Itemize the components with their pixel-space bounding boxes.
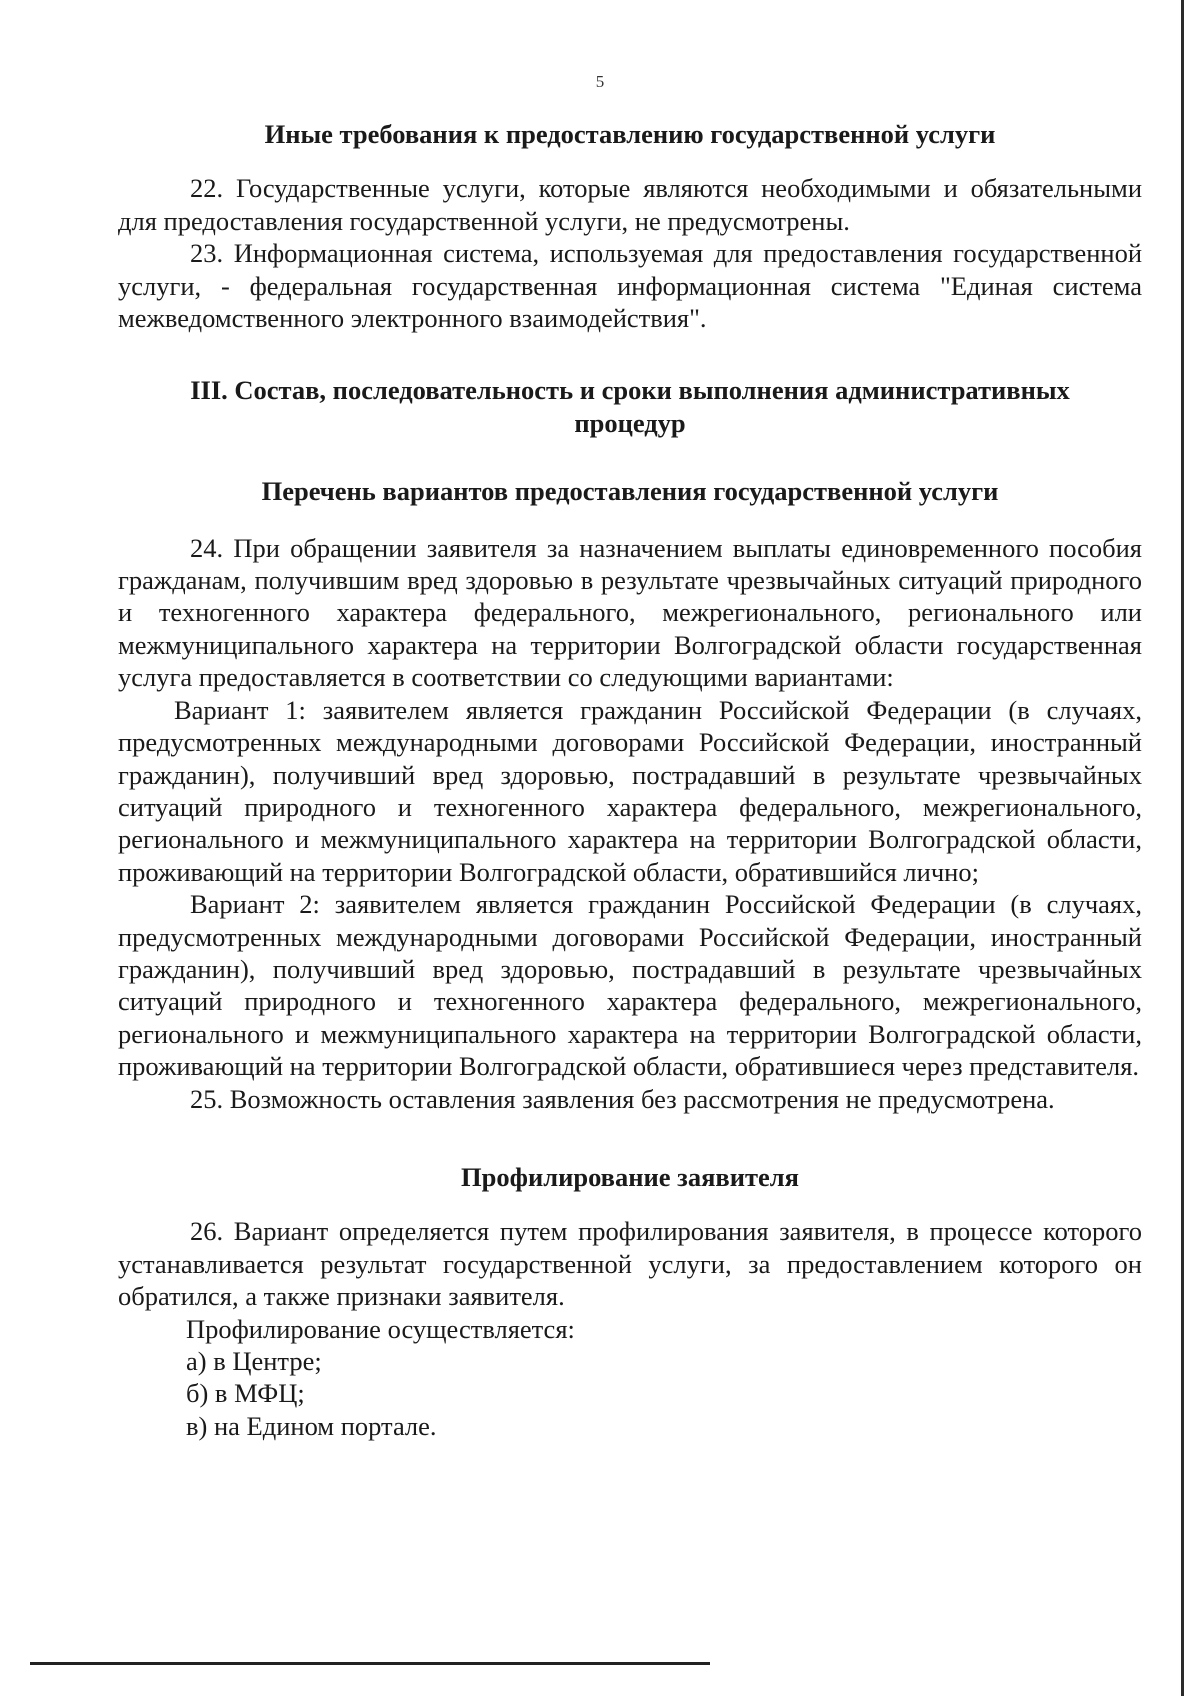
- profiling-intro: Профилирование осуществляется:: [186, 1313, 575, 1344]
- scan-right-edge: [1181, 0, 1184, 1696]
- scan-bottom-line: [30, 1662, 710, 1665]
- document-body: [118, 118, 1142, 1442]
- paragraph-22: 22. Государственные услуги, которые являются необходимыми и обязательными для предоставления государственной услуги, не предусмотрены.: [118, 173, 1142, 236]
- heading-variants-list: Перечень вариантов предоставления государственной услуги: [261, 476, 999, 507]
- profiling-item-c: в) на Едином портале.: [186, 1410, 437, 1441]
- profiling-item-b: б) в МФЦ;: [186, 1378, 305, 1409]
- heading-profiling: Профилирование заявителя: [461, 1161, 799, 1192]
- variant-1: Вариант 1: заявителем является гражданин Российской Федерации (в случаях, предусмотренных международными договорами Российской Федерации, иностранный гражданин), получивший вред здоровью, пострадавший в результате чрезвычайных ситуаций природного и техногенного характера федерального, межрегионального, регионального и межмуниципального характера на территории Волгоградской области, проживающий на территории Волгоградской области, обратившийся лично;: [118, 694, 1142, 887]
- variant-2: Вариант 2: заявителем является гражданин Российской Федерации (в случаях, предусмотренных международными договорами Российской Федерации, иностранный гражданин), получивший вред здоровью, пострадавший в результате чрезвычайных ситуаций природного и техногенного характера федерального, межрегионального, регионального и межмуниципального характера на территории Волгоградской области, проживающий на территории Волгоградской области, обратившиеся через представителя.: [118, 889, 1142, 1082]
- page-number: 5: [595, 72, 605, 91]
- paragraph-23: 23. Информационная система, используемая для предоставления государственной услуги, - федеральная государственная информационная система "Единая система межведомственного электронного взаимодействия".: [118, 238, 1142, 334]
- paragraph-26: 26. Вариант определяется путем профилирования заявителя, в процессе которого устанавливается результат государственной услуги, за предоставлением которого он обратился, а также признаки заявителя.: [118, 1216, 1142, 1312]
- profiling-item-a: а) в Центре;: [186, 1346, 322, 1376]
- heading-section-3: III. Состав, последовательность и сроки выполнения административных процедур: [190, 375, 1070, 438]
- paragraph-24: 24. При обращении заявителя за назначением выплаты единовременного пособия гражданам, получившим вред здоровью в результате чрезвычайных ситуаций природного и техногенного характера федерального, межрегионального, регионального или межмуниципального характера на территории Волгоградской области государственная услуга предоставляется в соответствии со следующими вариантами:: [118, 532, 1142, 693]
- paragraph-25: 25. Возможность оставления заявления без рассмотрения не предусмотрена.: [190, 1083, 1055, 1114]
- heading-other-requirements: Иные требования к предоставлению государственной услуги: [264, 119, 996, 149]
